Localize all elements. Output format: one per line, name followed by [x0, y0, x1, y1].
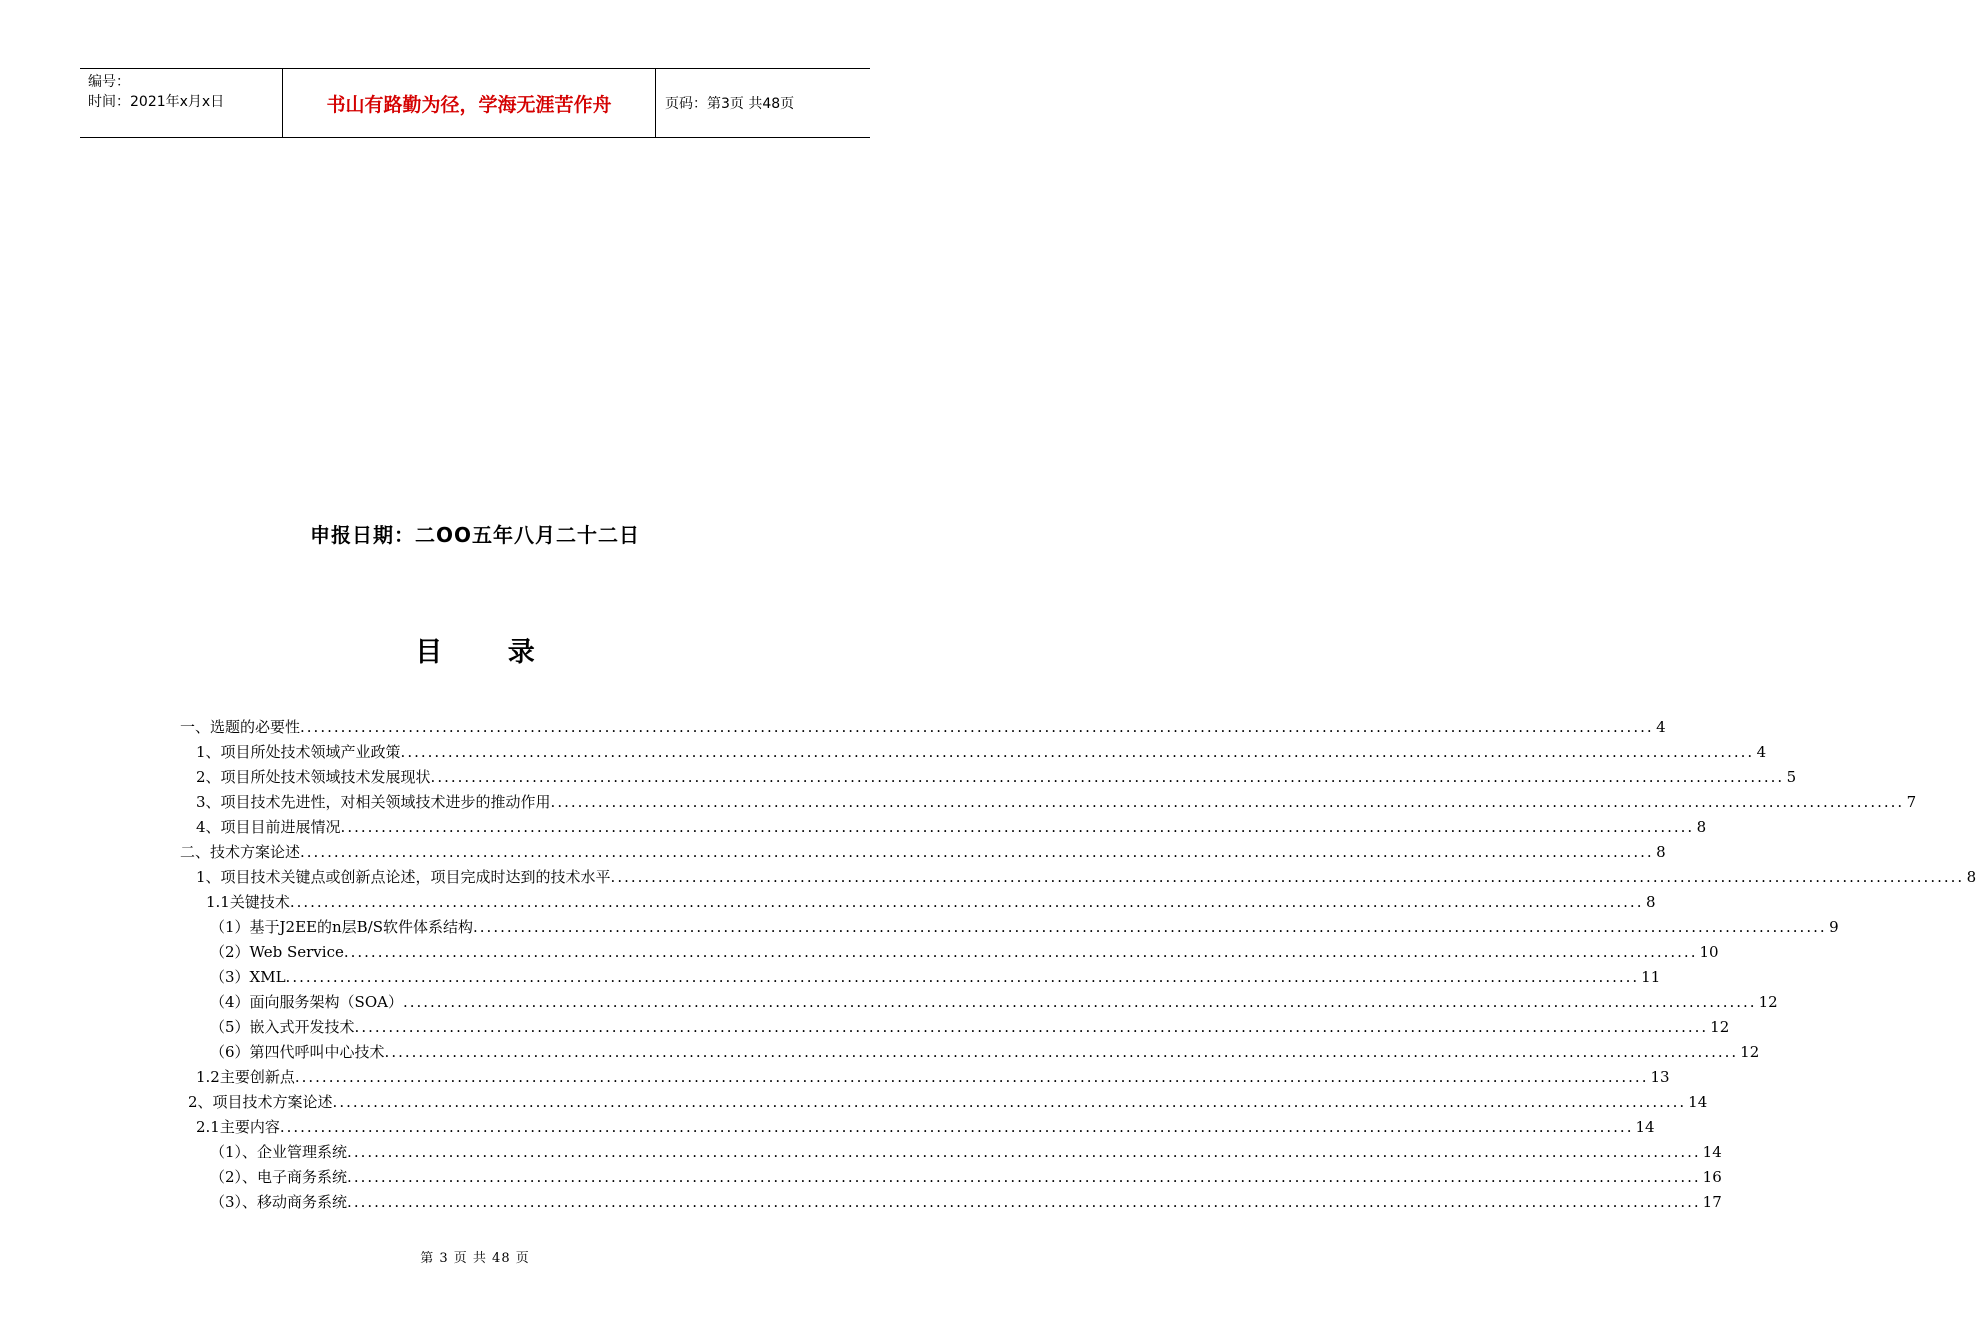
- toc-entry-page: 16: [1702, 1168, 1722, 1186]
- toc-leader-dots: ........................................................................................................................................................................................................: [384, 1043, 1739, 1061]
- toc-entry-text: 3、项目技术先进性，对相关领域技术进步的推动作用: [196, 793, 551, 811]
- toc-entry-page: 14: [1702, 1143, 1722, 1161]
- toc-leader-dots: ........................................................................................................................................................................................................: [340, 818, 1695, 836]
- toc-entry-text: （2）Web Service: [210, 943, 344, 961]
- toc-entry: [180, 966, 1661, 991]
- toc-entry: [180, 1141, 1722, 1166]
- toc-entry: [180, 1016, 1730, 1041]
- toc-entry: [180, 1091, 1708, 1116]
- toc-entry-page: 4: [1656, 718, 1666, 736]
- toc-entry-page: 14: [1688, 1093, 1708, 1111]
- toc-entry-page: 17: [1702, 1193, 1722, 1211]
- toc-entry-page: 8: [1656, 843, 1666, 861]
- toc-leader-dots: ........................................................................................................................................................................................................: [343, 943, 1698, 961]
- toc-entry-text: （1）、企业管理系统: [210, 1143, 348, 1161]
- toc-entry-page: 12: [1710, 1018, 1730, 1036]
- toc-entry-page: 4: [1756, 743, 1767, 761]
- toc-entry-text: 1、项目技术关键点或创新点论述，项目完成时达到的技术水平: [196, 868, 611, 886]
- toc-entry-text: 1.2主要创新点: [196, 1068, 295, 1086]
- toc-entry: [180, 841, 1666, 866]
- header-page-info: 页码：第3页 共48页: [665, 96, 795, 112]
- toc-leader-dots: ........................................................................................................................................................................................................: [610, 868, 1965, 886]
- toc-entry: [180, 1066, 1670, 1091]
- toc-entry: [180, 916, 1839, 941]
- toc-leader-dots: ........................................................................................................................................................................................................: [347, 1143, 1701, 1161]
- toc-entry: [180, 891, 1656, 916]
- toc-entry: [180, 1166, 1722, 1191]
- toc-title: 目 录: [415, 637, 563, 668]
- toc-leader-dots: ........................................................................................................................................................................................................: [279, 1118, 1634, 1136]
- declaration-date: 申报日期：二OO五年八月二十二日: [309, 523, 640, 547]
- toc-leader-dots: ........................................................................................................................................................................................................: [430, 768, 1785, 786]
- table-of-contents: [180, 716, 1976, 1216]
- toc-entry: [180, 866, 1976, 891]
- toc-entry-text: 2、项目技术方案论述: [188, 1093, 333, 1111]
- toc-entry-text: 1.1关键技术: [206, 893, 290, 911]
- toc-leader-dots: ........................................................................................................................................................................................................: [473, 918, 1827, 936]
- toc-entry-page: 13: [1650, 1068, 1670, 1086]
- toc-entry-text: （6）第四代呼叫中心技术: [210, 1043, 385, 1061]
- toc-leader-dots: ........................................................................................................................................................................................................: [400, 743, 1755, 761]
- toc-entry-page: 11: [1641, 968, 1661, 986]
- toc-entry-text: （2）、电子商务系统: [210, 1168, 348, 1186]
- toc-entry-text: （5）嵌入式开发技术: [210, 1018, 355, 1036]
- toc-leader-dots: ........................................................................................................................................................................................................: [402, 993, 1757, 1011]
- toc-leader-dots: ........................................................................................................................................................................................................: [332, 1093, 1687, 1111]
- toc-entry: [180, 941, 1719, 966]
- toc-entry: [180, 816, 1707, 841]
- toc-entry-page: 7: [1906, 793, 1917, 811]
- toc-leader-dots: ........................................................................................................................................................................................................: [289, 893, 1644, 911]
- toc-entry-text: （3）XML: [210, 968, 286, 986]
- toc-entry-page: 14: [1635, 1118, 1655, 1136]
- toc-leader-dots: ........................................................................................................................................................................................................: [347, 1168, 1701, 1186]
- toc-entry-page: 9: [1829, 918, 1839, 936]
- toc-entry-page: 12: [1758, 993, 1778, 1011]
- toc-leader-dots: ........................................................................................................................................................................................................: [354, 1018, 1709, 1036]
- toc-leader-dots: ........................................................................................................................................................................................................: [300, 843, 1654, 861]
- toc-entry-page: 12: [1740, 1043, 1760, 1061]
- header-meta: [80, 69, 282, 137]
- toc-entry: [180, 991, 1778, 1016]
- toc-entry: [180, 1041, 1760, 1066]
- toc-entry-text: （3）、移动商务系统: [210, 1193, 348, 1211]
- toc-entry-text: 一、选题的必要性: [180, 718, 301, 736]
- toc-leader-dots: ........................................................................................................................................................................................................: [550, 793, 1905, 811]
- toc-entry: [180, 766, 1797, 791]
- toc-leader-dots: ........................................................................................................................................................................................................: [300, 718, 1654, 736]
- toc-entry: [180, 741, 1767, 766]
- toc-entry-page: 5: [1786, 768, 1797, 786]
- toc-leader-dots: ........................................................................................................................................................................................................: [294, 1068, 1649, 1086]
- toc-entry: [180, 1191, 1722, 1216]
- toc-entry-page: 8: [1696, 818, 1707, 836]
- toc-entry: [180, 791, 1917, 816]
- toc-entry-page: 10: [1699, 943, 1719, 961]
- toc-entry-page: 8: [1966, 868, 1976, 886]
- time-label: 时间：2021年x月x日: [88, 94, 225, 110]
- toc-entry-text: 二、技术方案论述: [180, 843, 301, 861]
- toc-leader-dots: ........................................................................................................................................................................................................: [347, 1193, 1701, 1211]
- toc-entry-text: （4）面向服务架构（SOA）: [210, 993, 403, 1011]
- toc-entry-text: 1、项目所处技术领域产业政策: [196, 743, 401, 761]
- page-footer: 第 3 页 共 48 页: [420, 1251, 530, 1266]
- toc-entry-text: 2.1主要内容: [196, 1118, 280, 1136]
- toc-leader-dots: ........................................................................................................................................................................................................: [285, 968, 1640, 986]
- header-motto: 书山有路勤为径，学海无涯苦作舟: [282, 69, 656, 137]
- toc-entry-text: 2、项目所处技术领域技术发展现状: [196, 768, 431, 786]
- toc-entry-text: 4、项目目前进展情况: [196, 818, 341, 836]
- toc-entry-page: 8: [1645, 893, 1656, 911]
- number-label: 编号：: [88, 74, 130, 90]
- toc-entry: [180, 716, 1666, 741]
- toc-entry: [180, 1116, 1655, 1141]
- page-header: [80, 68, 870, 138]
- toc-entry-text: （1）基于J2EE的n层B/S软件体系结构: [210, 918, 474, 936]
